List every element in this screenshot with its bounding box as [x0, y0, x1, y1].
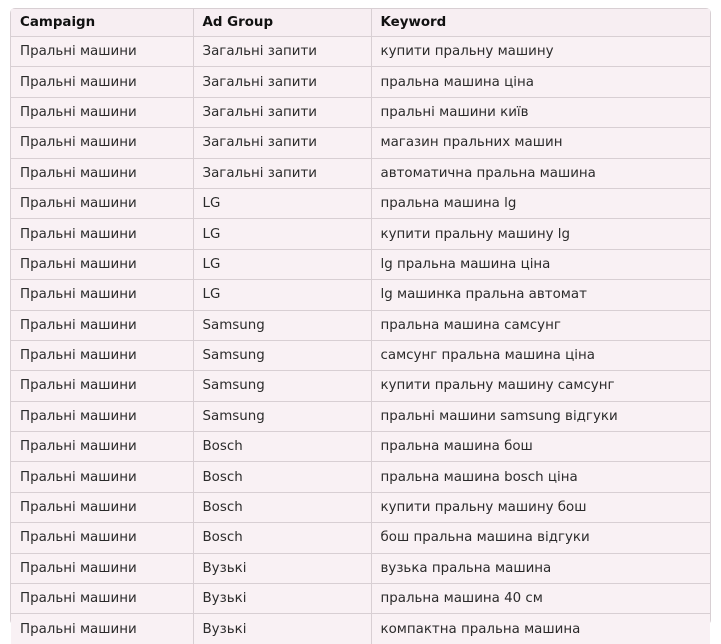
table-row — [11, 584, 710, 614]
table-row — [11, 280, 710, 310]
cell-keyword: пральна машина lg — [371, 188, 710, 218]
cell-ad-group: Вузькі — [193, 614, 371, 644]
header-campaign: Campaign — [11, 9, 193, 37]
cell-keyword: пральна машина 40 см — [371, 584, 710, 614]
cell-ad-group: Загальні запити — [193, 97, 371, 127]
cell-campaign: Пральні машини — [11, 401, 193, 431]
cell-campaign: Пральні машини — [11, 280, 193, 310]
cell-campaign: Пральні машини — [11, 219, 193, 249]
cell-campaign: Пральні машини — [11, 67, 193, 97]
cell-keyword: пральні машини київ — [371, 97, 710, 127]
cell-ad-group: Samsung — [193, 340, 371, 370]
table-row — [11, 188, 710, 218]
header-ad-group: Ad Group — [193, 9, 371, 37]
cell-ad-group: Bosch — [193, 462, 371, 492]
cell-ad-group: Bosch — [193, 432, 371, 462]
cell-ad-group: LG — [193, 219, 371, 249]
cell-ad-group: Bosch — [193, 523, 371, 553]
cell-campaign: Пральні машини — [11, 128, 193, 158]
table-row — [11, 97, 710, 127]
table-row — [11, 432, 710, 462]
cell-ad-group: Загальні запити — [193, 158, 371, 188]
cell-keyword: пральна машина bosch ціна — [371, 462, 710, 492]
table-row — [11, 67, 710, 97]
cell-campaign: Пральні машини — [11, 523, 193, 553]
cell-keyword: купити пральну машину самсунг — [371, 371, 710, 401]
cell-ad-group: LG — [193, 280, 371, 310]
cell-ad-group: Вузькі — [193, 553, 371, 583]
table-body — [11, 37, 710, 644]
cell-keyword: вузька пральна машина — [371, 553, 710, 583]
cell-ad-group: Загальні запити — [193, 128, 371, 158]
cell-keyword: lg машинка пральна автомат — [371, 280, 710, 310]
cell-ad-group: Вузькі — [193, 584, 371, 614]
table-row — [11, 614, 710, 644]
cell-keyword: пральна машина бош — [371, 432, 710, 462]
cell-ad-group: Bosch — [193, 492, 371, 522]
cell-keyword: самсунг пральна машина ціна — [371, 340, 710, 370]
table-row — [11, 371, 710, 401]
table-row — [11, 249, 710, 279]
table-row — [11, 128, 710, 158]
cell-campaign: Пральні машини — [11, 492, 193, 522]
cell-campaign: Пральні машини — [11, 37, 193, 67]
cell-keyword: автоматична пральна машина — [371, 158, 710, 188]
table-row — [11, 158, 710, 188]
header-keyword: Keyword — [371, 9, 710, 37]
cell-ad-group: LG — [193, 188, 371, 218]
keyword-table-container — [10, 8, 711, 637]
cell-keyword: купити пральну машину lg — [371, 219, 710, 249]
cell-campaign: Пральні машини — [11, 614, 193, 644]
cell-keyword: пральна машина самсунг — [371, 310, 710, 340]
table-row — [11, 37, 710, 67]
table-row — [11, 219, 710, 249]
cell-ad-group: Samsung — [193, 401, 371, 431]
cell-ad-group: LG — [193, 249, 371, 279]
cell-campaign: Пральні машини — [11, 158, 193, 188]
table-row — [11, 523, 710, 553]
table-row — [11, 553, 710, 583]
cell-keyword: компактна пральна машина — [371, 614, 710, 644]
cell-ad-group: Samsung — [193, 310, 371, 340]
table-row — [11, 492, 710, 522]
cell-campaign: Пральні машини — [11, 97, 193, 127]
cell-campaign: Пральні машини — [11, 340, 193, 370]
cell-campaign: Пральні машини — [11, 310, 193, 340]
cell-ad-group: Загальні запити — [193, 37, 371, 67]
cell-keyword: купити пральну машину — [371, 37, 710, 67]
table-row — [11, 340, 710, 370]
cell-campaign: Пральні машини — [11, 462, 193, 492]
table-row — [11, 310, 710, 340]
table-row — [11, 401, 710, 431]
cell-keyword: бош пральна машина відгуки — [371, 523, 710, 553]
table-header-row — [11, 9, 710, 37]
cell-campaign: Пральні машини — [11, 432, 193, 462]
cell-ad-group: Samsung — [193, 371, 371, 401]
cell-campaign: Пральні машини — [11, 553, 193, 583]
keyword-table — [11, 9, 710, 644]
cell-ad-group: Загальні запити — [193, 67, 371, 97]
cell-keyword: lg пральна машина ціна — [371, 249, 710, 279]
cell-campaign: Пральні машини — [11, 188, 193, 218]
cell-keyword: магазин пральних машин — [371, 128, 710, 158]
table-row — [11, 462, 710, 492]
cell-campaign: Пральні машини — [11, 371, 193, 401]
cell-campaign: Пральні машини — [11, 584, 193, 614]
cell-campaign: Пральні машини — [11, 249, 193, 279]
cell-keyword: пральна машина ціна — [371, 67, 710, 97]
cell-keyword: пральні машини samsung відгуки — [371, 401, 710, 431]
cell-keyword: купити пральну машину бош — [371, 492, 710, 522]
